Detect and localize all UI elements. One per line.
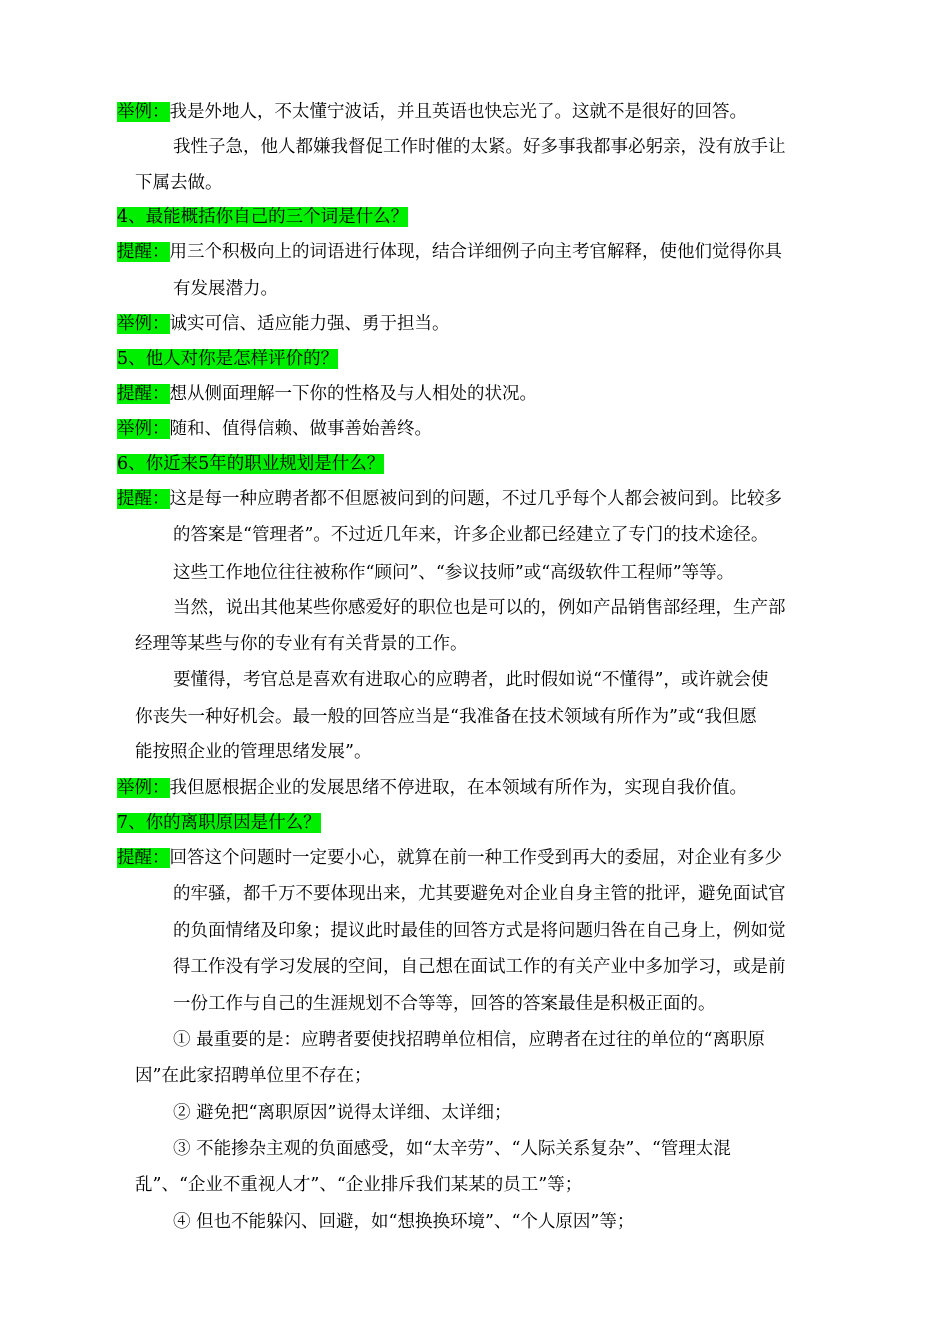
paragraph-line (173, 955, 913, 979)
question-heading (117, 452, 857, 476)
paragraph-text: 要懂得，考官总是喜欢有进取心的应聘者，此时假如说“不懂得”，或许就会使 (173, 670, 769, 690)
tip-line (117, 240, 857, 264)
paragraph-text: 有发展潜力。 (173, 279, 278, 299)
paragraph-text: 回答这个问题时一定要小心，就算在前一种工作受到再大的委屈，对企业有多少 (169, 848, 782, 868)
paragraph-line (135, 632, 875, 656)
example-tag: 举例： (117, 102, 170, 122)
paragraph-text: 能按照企业的管理思绪发展”。 (135, 742, 372, 762)
tip-line (117, 846, 857, 870)
example-line (117, 417, 857, 441)
paragraph-text: 的负面情绪及印象；提议此时最佳的回答方式是将问题归咎在自己身上，例如觉 (173, 921, 786, 941)
question-text: 6、你近来5年的职业规划是什么？ (117, 454, 385, 474)
example-tag: 举例： (117, 419, 170, 439)
paragraph-line (173, 992, 913, 1016)
question-text: 5、他人对你是怎样评价的？ (117, 349, 339, 369)
paragraph-text: 乱”、“企业不重视人才”、“企业排斥我们某某的员工”等； (135, 1175, 583, 1195)
paragraph-line (135, 740, 875, 764)
example-line (117, 312, 857, 336)
tip-line (117, 382, 857, 406)
tip-tag: 提醒： (117, 848, 170, 868)
paragraph-text: 随和、值得信赖、做事善始善终。 (169, 419, 432, 439)
paragraph-line (173, 135, 855, 159)
example-line (117, 776, 857, 800)
paragraph-text: 的答案是“管理者”。不过近几年来，许多企业都已经建立了专门的技术途径。 (173, 525, 769, 545)
tip-tag: 提醒： (117, 384, 170, 404)
example-line (117, 100, 857, 124)
paragraph-text: 诚实可信、适应能力强、勇于担当。 (169, 314, 450, 334)
paragraph-text: ④ 但也不能躲闪、回避，如“想换换环境”、“个人原因”等； (173, 1212, 635, 1232)
question-heading (117, 347, 857, 371)
question-heading (117, 205, 857, 229)
paragraph-text: 我是外地人，不太懂宁波话，并且英语也快忘光了。这就不是很好的回答。 (169, 102, 747, 122)
paragraph-text: 想从侧面理解一下你的性格及与人相处的状况。 (169, 384, 537, 404)
paragraph-text: ③ 不能掺杂主观的负面感受，如“太辛劳”、“人际关系复杂”、“管理太混 (173, 1139, 731, 1159)
example-tag: 举例： (117, 778, 170, 798)
tip-tag: 提醒： (117, 242, 170, 262)
paragraph-text: 我性子急，他人都嫌我督促工作时催的太紧。好多事我都事必躬亲，没有放手让 (173, 137, 786, 157)
paragraph-line (173, 596, 913, 620)
paragraph-text: 我但愿根据企业的发展思绪不停进取，在本领域有所作为，实现自我价值。 (169, 778, 747, 798)
paragraph-line (135, 171, 875, 195)
paragraph-text: 一份工作与自己的生涯规划不合等等，回答的答案最佳是积极正面的。 (173, 994, 716, 1014)
paragraph-text: 当然，说出其他某些你感爱好的职位也是可以的，例如产品销售部经理，生产部 (173, 598, 786, 618)
paragraph-text: 经理等某些与你的专业有有关背景的工作。 (135, 634, 468, 654)
question-text: 4、最能概括你自己的三个词是什么？ (117, 207, 409, 227)
paragraph-line (173, 277, 913, 301)
paragraph-line (173, 523, 913, 547)
paragraph-line (173, 919, 913, 943)
paragraph-line (135, 705, 875, 729)
question-text: 7、你的离职原因是什么？ (117, 813, 321, 833)
paragraph-text: 的牢骚，都千万不要体现出来，尤其要避免对企业自身主管的批评，避免面试官 (173, 884, 786, 904)
list-item (173, 1028, 913, 1052)
paragraph-text: ② 避免把“离职原因”说得太详细、太详细； (173, 1103, 512, 1123)
list-item (173, 1137, 913, 1161)
paragraph-line (173, 668, 913, 692)
paragraph-text: 你丧失一种好机会。最一般的回答应当是“我准备在技术领域有所作为”或“我但愿 (135, 707, 757, 727)
paragraph-text: ① 最重要的是：应聘者要使找招聘单位相信，应聘者在过往的单位的“离职原 (173, 1030, 766, 1050)
paragraph-line (135, 1064, 875, 1088)
tip-tag: 提醒： (117, 489, 170, 509)
paragraph-line (173, 882, 913, 906)
paragraph-line (135, 1173, 875, 1197)
paragraph-text: 这是每一种应聘者都不但愿被问到的问题，不过几乎每个人都会被问到。比较多 (169, 489, 782, 509)
tip-line (117, 487, 857, 511)
paragraph-text: 得工作没有学习发展的空间，自己想在面试工作的有关产业中多加学习，或是前 (173, 957, 786, 977)
example-tag: 举例： (117, 314, 170, 334)
paragraph-text: 用三个积极向上的词语进行体现，结合详细例子向主考官解释，使他们觉得你具 (169, 242, 782, 262)
question-heading (117, 811, 857, 835)
list-item (173, 1101, 913, 1125)
paragraph-text: 这些工作地位往往被称作“顾问”、“参议技师”或“高级软件工程师”等等。 (173, 563, 735, 583)
paragraph-line (173, 561, 913, 585)
paragraph-text: 下属去做。 (135, 173, 223, 193)
list-item (173, 1210, 913, 1234)
paragraph-text: 因”在此家招聘单位里不存在； (135, 1066, 372, 1086)
